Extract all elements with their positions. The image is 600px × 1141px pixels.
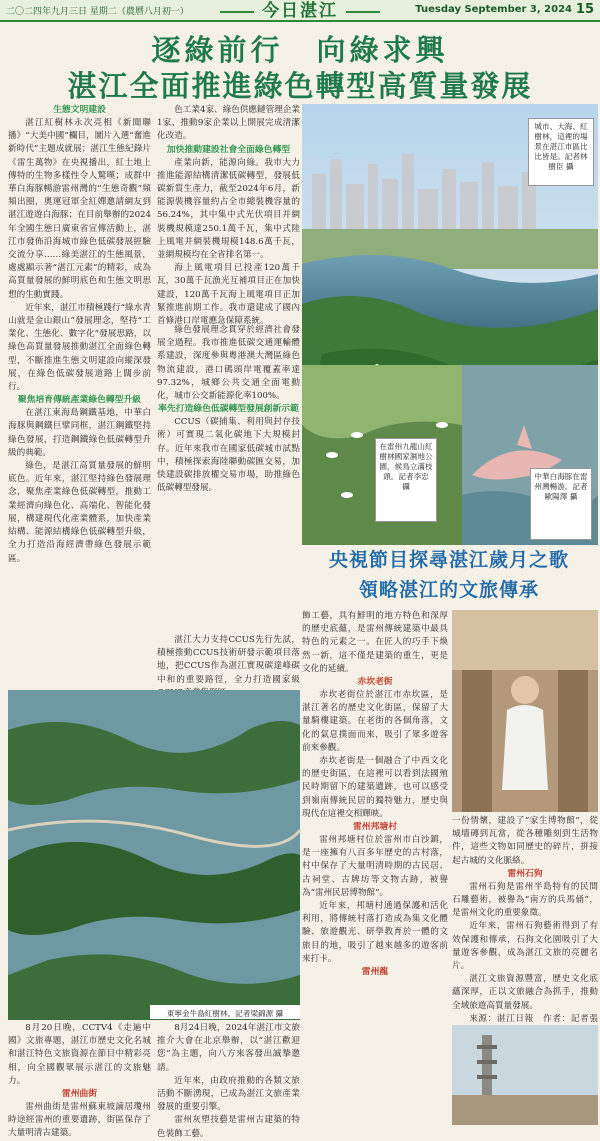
article2-column2: [452, 815, 598, 1025]
article2-column1: [302, 610, 448, 1120]
paragraph: 飾工藝，具有鮮明的地方特色和深厚的歷史底蘊，是雷州傳統建築中最具特色的元素之一。在匠人的巧手下煥然一新，這不僅是建築的重生，更是文化的延續。: [302, 611, 448, 674]
paragraph: 產業向新，能源向綠。我市大力推進能源結構清潔低碳轉型，發展低碳新質生產力，截至2024年6月，新能源裝機容量約占全市總裝機容量的56.24%，其中集中式光伏項目并網裝機規模達250.1萬千瓦，集中式陸上風電并網裝機規模148.6萬千瓦，並網規模均在全省排名第一。: [157, 157, 300, 261]
article1-column4: [157, 324, 300, 634]
pagoda-photo-illustration: [452, 1025, 598, 1125]
headline-line2: 湛江全面推進綠色轉型高質量發展: [67, 69, 533, 103]
section2-title-line2: 領略湛江的文旅傳承: [358, 579, 539, 601]
subheading: 雷州石狗: [507, 868, 543, 879]
paragraph: 8月20日晚，CCTV4《走遍中國》文旅專題，湛江市歷史文化名城和湛江特色文旅資源在節目中精彩亮相，向全國觀眾展示湛江的文旅魅力。: [8, 1023, 151, 1086]
paragraph: 雷州邦塘村位於雷州市白沙鎮，是一座擁有八百多年歷史的古村落，村中保存了大量明清時期的古民居、古祠堂、古牌坊等文物古跡，被譽為“雷州民居博物館”。: [302, 835, 448, 898]
caption-egrets: 在雷州九龍山紅樹林國家濕地公園，候鳥立滿枝頭。記者李忠 攝: [375, 438, 437, 522]
paragraph: 近年來，湛江市積極踐行“綠水青山就是金山銀山”發展理念，堅持“工業化、生態化、數字化”發展思路，以綠色高質量發展推動湛江全面綠色轉型，不斷推進生態文明建設向縱深發展，在綠色低碳發展道路上闊步前行。: [8, 302, 151, 393]
subheading: 生態文明建設: [53, 105, 106, 115]
masthead-title: 今日湛江: [220, 0, 380, 22]
article2-column3: [8, 1022, 151, 1139]
paragraph: 8月24日晚，2024年湛江市文旅推介大會在北京舉辦，以“湛江歡迎您”為主題，向八方來客發出誠摯邀請。: [157, 1023, 300, 1073]
paragraph: 綠色，是湛江高質量發展的鮮明底色。近年來，湛江堅持綠色發展理念，聚焦產業綠色低碳轉型，推動工業經濟向綠色化、高端化、智能化發展，構建現代化產業體系，加快產業結構、能源結構綠色低碳轉型升級，全力打造沿海經濟帶綠色發展示範區。: [8, 461, 151, 564]
headline-line1: 逐綠前行 向綠求興: [151, 33, 449, 67]
paragraph: 湛江文旅資源豐富，歷史文化底蘊深厚，正以文旅融合為抓手，推動全域旅遊高質量發展。: [452, 974, 598, 1011]
article2-credit: 來源：湛江日報 作者：記者張: [469, 1013, 598, 1024]
masthead-english-date: Tuesday September 3, 2024: [415, 4, 572, 15]
article1-column3: [157, 104, 300, 327]
article1-column1: [8, 104, 151, 686]
paragraph: 一份情懷，建設了“家生博物館”，從城墻磚到瓦當，從各種雕刻到生活物件，這些文物如同歷史的碎片，拼接起古城的文化脈絡。: [452, 816, 598, 866]
photo-old-street: [452, 610, 598, 812]
paragraph: 赤坎老街位於湛江市赤坎區，是湛江著名的歷史文化街區，保留了大量騎樓建築。在老街的各個角落，文化的氣息撲面而來，吸引了眾多遊客前來參觀。: [302, 690, 448, 753]
article2-column4: [157, 1022, 300, 1139]
section2-title: [300, 545, 598, 605]
subheading: 雷州邦塘村: [353, 822, 397, 833]
old-street-photo-illustration: [452, 610, 598, 812]
mangrove-photo-illustration: [8, 690, 300, 1020]
paragraph: 赤坎老街是一個融合了中西文化的歷史街區，在這裡可以看到法國殖民時期留下的建築遺跡，也可以感受到嶺南傳統民居的獨特魅力，歷史與現代在這裡交相輝映。: [302, 756, 448, 819]
photo-mangrove: [8, 690, 300, 1020]
caption-dolphin: 中華白海豚在雷州灣暢游。記者歐陽澤 攝: [530, 468, 592, 540]
paragraph: 海上風電項目已投產120萬千瓦，30萬千瓦漁光互補項目正在加快建設，120萬千瓦海上風電項目正加緊推進前期工作。我市還建成了國內首條港口岸電應急保障系統。: [157, 263, 300, 327]
subheading: 赤坎老街: [357, 677, 393, 688]
paragraph: 湛江大力支持CCUS先行先試，積極推動CCUS技術研發示範項目落地，把CCUS作為湛江實現碳達峰碳中和的重要路徑，全力打造國家級: [157, 635, 300, 685]
subheading: 雷州曲街: [61, 1089, 98, 1100]
paragraph: 雷州石狗是雷州半島特有的民間石雕藝術，被譽為“南方的兵馬俑”，是雷州文化的重要象徵。: [452, 881, 598, 919]
paragraph: 色工業4家、綠色供應鏈管理企業1家、推動9家企業以上開展完成清潔化改造。: [157, 105, 300, 142]
paragraph: 近年來，雷州石狗藝術得到了有效保護和傳承，石狗文化園吸引了大量遊客參觀，成為湛江文旅的亮麗名片。: [452, 921, 598, 972]
caption-city: 城市、大海、紅樹林，這裡的場景在湛江市區比比皆是。記者林樹臣 攝: [528, 118, 594, 186]
subheading: 雷州龍: [361, 967, 389, 978]
subheading: 聚焦培育傳統產業綠色轉型升級: [17, 395, 142, 406]
paragraph: 綠色發展理念貫穿於經濟社會發展全過程。我市推進低碳交通運輸體系建設，深度參與粵港澳大灣區綠色物流建設，港口碼頭岸電覆蓋率達97.32%，城鄉公共交通全面電動化，城市公交新能源化率100%。: [157, 325, 300, 402]
caption-mangrove: 東寧金牛島紅樹林。記者梁錦源 攝: [150, 1005, 300, 1019]
subheading: 加快推動建設社會全面綠色轉型: [166, 144, 291, 155]
paragraph: 近年來，邦塘村通過保護和活化利用，將傳統村落打造成為集文化體驗、旅遊觀光、研學教育於一體的文旅目的地，吸引了越來越多的遊客前來打卡。: [302, 901, 448, 964]
masthead-date: 二〇二四年九月三日 星期二（農曆八月初一）: [6, 7, 189, 17]
paragraph: 在湛江東海島鋼鐵基地，中華白海豚與鋼鐵巨擘同框，湛江鋼鐵堅持綠色發展，打造鋼鐵綠色低碳轉型升級的典範。: [8, 408, 151, 458]
paragraph: 湛江紅樹林永次亮相《新聞聯播》“大美中國”欄目，圖片入選“奮進新時代”主題成就展；湛江生態紀錄片《雷生萬物》在央視播出，紅土地上傳特的生物多樣性令人驚嘆；成群中華白海豚暢游雷州灣的“生態奇觀”頻頻出圈，奧運冠軍全紅嬋邀請網友到湛江遊遊白海豚；在目前舉辦的2024年全國生態日廣東省宣傳活動上，湛江市發佈沿海城市綠色低碳發展經驗交流分享……綠美湛江的生態風景，處處顯示著“湛江元素”的精彩，成為高質量發展的鮮明底色和生態文明思想的生動實踐。: [8, 118, 151, 300]
section2-title-line1: 央視節目探尋湛江歲月之歌: [328, 549, 569, 571]
photo-pagoda: [452, 1025, 598, 1125]
page-number: 15: [575, 2, 594, 17]
paragraph: 雷州曲街是雷州蘇東坡謫居瓊州時途經雷州的重要遺跡，街區保存了大量明清古建築。: [8, 1102, 151, 1139]
paragraph: 近年來，由政府推動的各類文旅活動不斷湧現，已成為湛江文旅產業發展的重要引擎。: [157, 1075, 300, 1113]
paragraph: CCUS（碳捕集、利用與封存技術）可實現二氧化碳地下大規模封存。近年來我市在國家低碳城市試點中，積極探索海陸聯動碳匯交易，加快建設碳排放權交易市場，助推綠色低碳轉型發展。: [157, 417, 300, 494]
subheading: 率先打造綠色低碳轉型發展創新示範: [158, 404, 299, 415]
masthead: [0, 0, 600, 22]
paragraph: 雷州灰塑技藝是雷州古建築的特色裝飾工藝。: [157, 1115, 300, 1139]
